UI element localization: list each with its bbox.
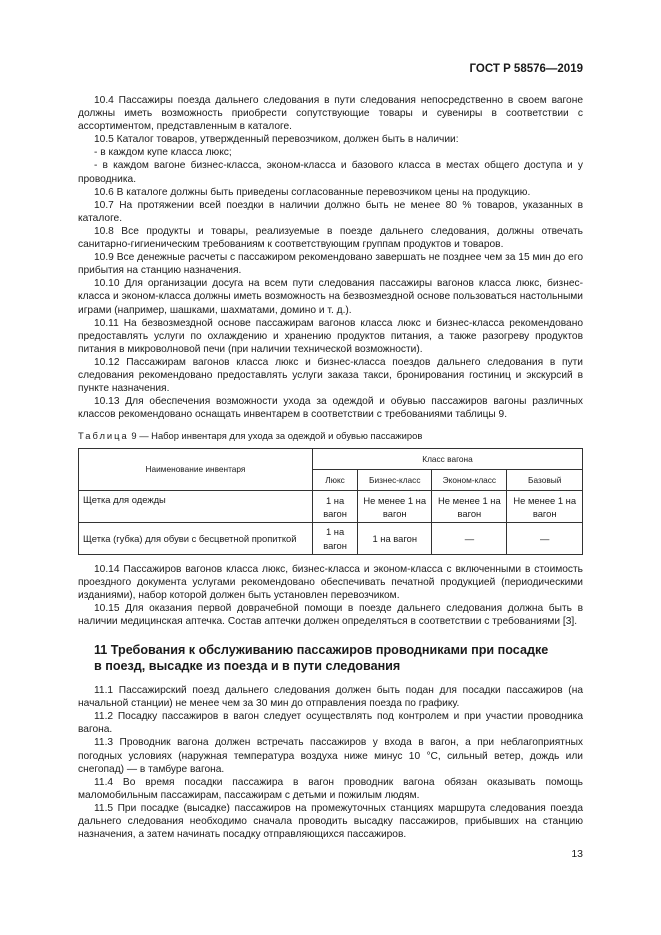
paragraph-10-8: 10.8 Все продукты и товары, реализуемые в поезде дальнего следования, должны отвечать санитарно-гигиеническим требованиям к соответствующим группам продуктов и товаров. (78, 225, 583, 251)
row-cell: Не менее 1 на вагон (358, 491, 432, 523)
row-cell: 1 на вагон (313, 491, 358, 523)
table-header-row (79, 449, 583, 470)
table-row (79, 491, 583, 523)
paragraph-10-7: 10.7 На протяжении всей поездки в наличии должно быть не менее 80 % товаров, указанных в каталоге. (78, 199, 583, 224)
paragraph-10-12: 10.12 Пассажирам вагонов класса люкс и бизнес-класса поездов дальнего следования в пути следования рекомендовано предоставлять услуги заказа такси, бронирования гостиниц и экскурсий в пункте назначения. (78, 356, 583, 395)
standard-id: ГОСТ Р 58576—2019 (469, 63, 583, 75)
table-caption-text: 9 — Набор инвентаря для ухода за одеждой и обувью пассажиров (128, 430, 423, 442)
paragraph-10-14: 10.14 Пассажиров вагонов класса люкс, бизнес-класса и эконом-класса с включенными в стоимость проездного документа услугами рекомендовано обеспечивать печатной продукцией (периодическими изданиями), набор которой должен быть установлен перевозчиком. (78, 563, 583, 601)
row-cell: — (507, 523, 583, 554)
paragraph-11-5: 11.5 При посадке (высадке) пассажиров на промежуточных станциях маршрута следования поезда дальнего следования необходимо сначала проводить высадку пассажиров, прибывших на станцию назначения, а затем начинать посадку отправляющихся пассажиров. (78, 802, 583, 841)
paragraph-11-3: 11.3 Проводник вагона должен встречать пассажиров у входа в вагон, а при неблагоприятных погодных условиях (наружная температура воздуха ниже минус 10 °С, сильный ветер, дождь или снегопад) — в тамбуре вагона. (78, 737, 583, 775)
row-name: Щетка (губка) для обуви с бесцветной пропиткой (79, 523, 313, 554)
column-header-name: Наименование инвентаря (79, 449, 313, 491)
paragraph-10-10: 10.10 Для организации досуга на всем пути следования пассажиры вагонов класса люкс, бизнес-класса и эконом-класса должны иметь возможность на безвозмездной основе пользоваться настольными играми (например, шашками, шахматами, домино и т. д.). (78, 278, 583, 316)
paragraph-11-1: 11.1 Пассажирский поезд дальнего следования должен быть подан для посадки пассажиров (на начальной станции) не менее чем за 30 мин до отправления поезда по графику. (78, 685, 583, 710)
paragraph-11-2: 11.2 Посадку пассажиров в вагон следует осуществлять под контролем и при участии проводника вагона. (78, 711, 583, 736)
paragraph-10-5: 10.5 Каталог товаров, утвержденный перевозчиком, должен быть в наличии: (94, 134, 459, 146)
paragraph-10-9: 10.9 Все денежные расчеты с пассажиром рекомендовано завершать не позднее чем за 15 мин до его прибытия на станцию назначения. (78, 252, 583, 277)
row-cell: 1 на вагон (358, 523, 432, 554)
table-row (79, 523, 583, 554)
column-header-class-group: Класс вагона (313, 449, 583, 470)
list-item-luxury: - в каждом купе класса люкс; (94, 147, 232, 159)
column-header-business: Бизнес-класс (358, 470, 432, 491)
section-heading-line-1: 11 Требования к обслуживанию пассажиров проводниками при посадке (94, 643, 549, 658)
table-caption-label: Таблица (78, 430, 129, 442)
paragraph-10-11: 10.11 На безвозмездной основе пассажирам вагонов класса люкс и бизнес-класса рекомендовано предоставлять услуги по охлаждению и хранению продуктов питания, а также разогреву продуктов питания в микроволновой печи (при наличии технической возможности). (78, 317, 583, 355)
column-header-economy: Эконом-класс (432, 470, 507, 491)
paragraph-10-4: 10.4 Пассажиры поезда дальнего следования в пути следования непосредственно в своем вагоне должны иметь возможность приобрести сопутствующие товары и сувениры в соответствии с ассортиментом, представленным в каталоге. (78, 95, 583, 133)
page-number: 13 (571, 848, 583, 860)
table-caption (78, 429, 583, 442)
list-item-business: - в каждом вагоне бизнес-класса, эконом-класса и базового класса в местах общего доступа и у проводника. (78, 160, 583, 185)
inventory-table (78, 448, 583, 554)
row-cell: — (432, 523, 507, 554)
row-cell: Не менее 1 на вагон (432, 491, 507, 523)
paragraph-11-4: 11.4 Во время посадки пассажира в вагон проводник вагона обязан оказывать помощь маломобильным пассажирам, пассажирам с детьми и пожилым людям. (78, 776, 583, 801)
column-header-basic: Базовый (507, 470, 583, 491)
row-cell: Не менее 1 на вагон (507, 491, 583, 523)
row-name: Щетка для одежды (79, 491, 313, 523)
paragraph-10-6: 10.6 В каталоге должны быть приведены согласованные перевозчиком цены на продукцию. (94, 186, 531, 198)
page-content (78, 94, 583, 841)
section-heading (78, 642, 583, 674)
paragraph-10-13: 10.13 Для обеспечения возможности ухода за одеждой и обувью пассажиров вагоны различных классов рекомендовано оснащать инвентарем в соответствии с требованиями таблицы 9. (78, 396, 583, 421)
row-cell: 1 на вагон (313, 523, 358, 554)
column-header-luxury: Люкс (313, 470, 358, 491)
paragraph-10-15: 10.15 Для оказания первой доврачебной помощи в поезде дальнего следования должна быть в наличии медицинская аптечка. Состав аптечки должен определяться в соответствии с требованиями [3]. (78, 602, 583, 627)
section-heading-line-2: в поезд, высадке из поезда и в пути следования (94, 659, 401, 674)
